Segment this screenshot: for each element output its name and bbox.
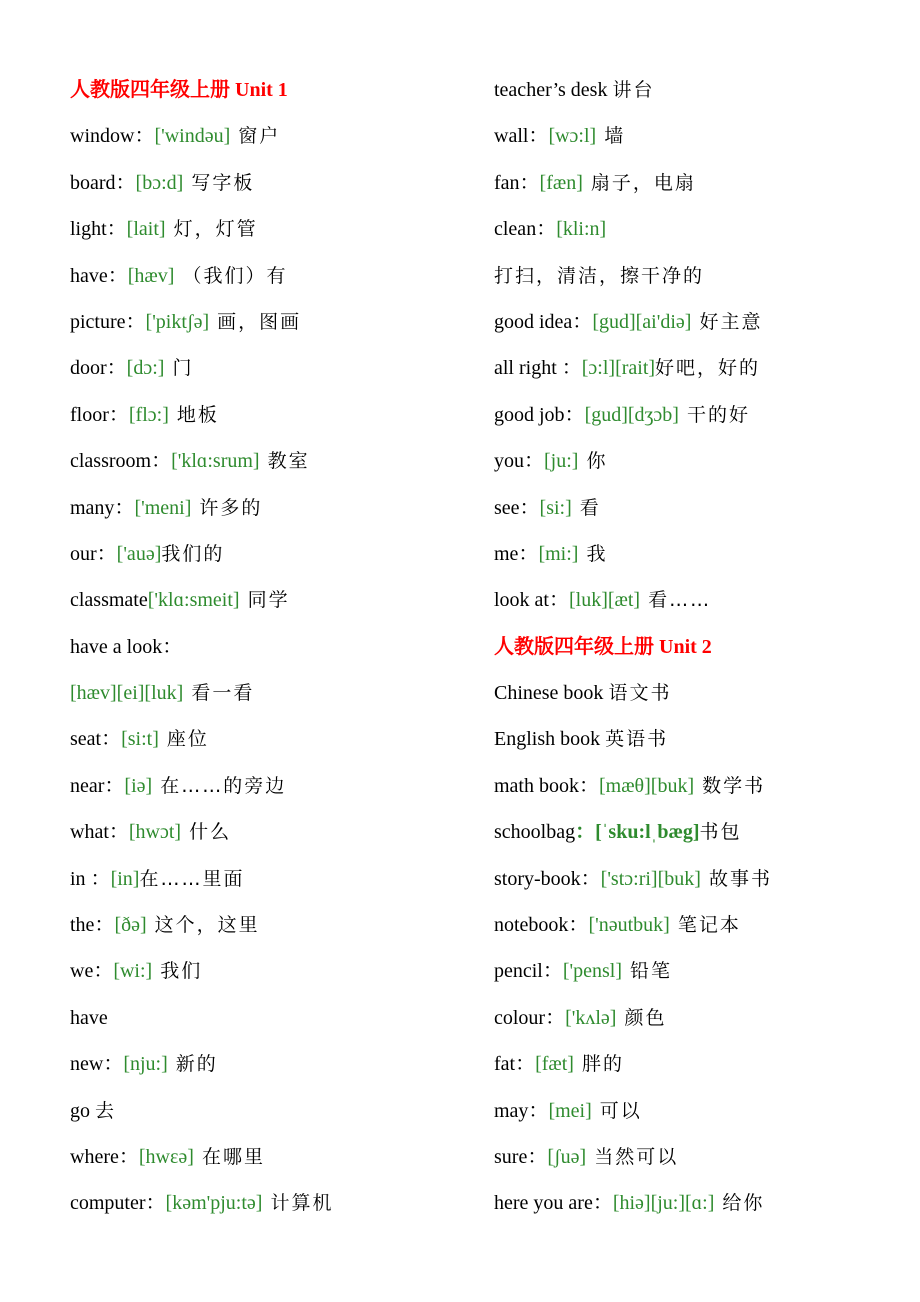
vocab-word: light： (70, 218, 127, 241)
vocab-entry (494, 951, 894, 997)
vocab-phonetic: [kəm'pju:tə] (165, 1192, 263, 1215)
vocab-entry (494, 673, 894, 719)
vocab-meaning: 铅笔 (622, 960, 673, 983)
vocab-word: go (70, 1099, 95, 1122)
vocab-phonetic: [si:t] (121, 728, 159, 751)
vocab-phonetic: [ɔ:l][rait] (581, 357, 656, 380)
vocab-meaning: 颜色 (616, 1006, 667, 1029)
vocab-meaning: 干的好 (678, 403, 751, 426)
vocab-meaning: 看…… (640, 589, 712, 612)
vocab-meaning: 新的 (167, 1053, 218, 1076)
vocab-phonetic: ['auə] (116, 542, 162, 565)
vocab-word: teacher’s desk (494, 79, 613, 101)
vocab-entry (70, 905, 470, 951)
vocab-phonetic: ：[ˈsku:lˌbæg] (575, 821, 700, 844)
vocab-word: you： (494, 450, 544, 473)
vocab-phonetic: [gud][dʒɔb] (584, 403, 679, 426)
vocab-entry (494, 395, 894, 441)
vocab-phonetic: [gud][ai'diə] (592, 310, 692, 333)
vocab-word: fat： (494, 1053, 536, 1076)
vocab-entry (70, 488, 470, 534)
vocab-entry (70, 998, 470, 1044)
vocab-word: notebook： (494, 914, 589, 937)
vocab-word: have a look： (70, 635, 183, 658)
vocab-phonetic: [hwɛə] (138, 1145, 194, 1168)
right-column (494, 70, 894, 1230)
vocab-entry (70, 859, 470, 905)
vocab-entry (70, 348, 470, 394)
vocab-entry (494, 1091, 894, 1137)
vocab-meaning: 窗户 (230, 125, 281, 148)
vocab-phonetic: [fæn] (539, 171, 583, 194)
vocab-phonetic: [lait] (126, 218, 166, 241)
vocab-phonetic: ['nəutbuk] (588, 914, 670, 937)
vocab-entry (70, 1183, 470, 1229)
vocab-meaning: 看 (571, 496, 601, 519)
vocab-entry (70, 1091, 470, 1137)
vocab-phonetic: ['stɔ:ri][buk] (600, 867, 701, 890)
vocab-phonetic: ['pensl] (562, 960, 623, 983)
vocab-entry (494, 812, 894, 858)
vocab-meaning: 扇子，电扇 (582, 171, 696, 194)
vocab-word: we： (70, 960, 114, 983)
vocab-meaning: （我们）有 (174, 264, 288, 287)
vocab-meaning: 座位 (158, 728, 209, 751)
vocab-word: what： (70, 821, 129, 844)
vocab-entry (494, 302, 894, 348)
vocab-entry (494, 1137, 894, 1183)
vocab-word: our： (70, 542, 117, 565)
vocab-entry (494, 1183, 894, 1229)
vocab-phonetic: [ʃuə] (547, 1145, 587, 1168)
vocab-phonetic: [mi:] (538, 542, 579, 565)
vocab-meaning: 去 (95, 1099, 117, 1122)
vocab-entry (70, 209, 470, 255)
vocab-word: board： (70, 171, 136, 194)
vocab-word: all right ： (494, 357, 582, 380)
vocab-meaning: 计算机 (262, 1192, 334, 1215)
vocab-phonetic: [ju:] (544, 450, 579, 473)
unit-heading-text: 人教版四年级上册 Unit 2 (494, 635, 712, 658)
unit-heading (70, 70, 470, 116)
vocab-meaning: 好吧，好的 (655, 357, 761, 380)
vocab-meaning: 地板 (168, 403, 219, 426)
vocab-word: wall： (494, 125, 549, 148)
vocab-phonetic: ['piktʃə] (145, 310, 210, 333)
vocab-meaning: 你 (578, 450, 608, 473)
vocab-meaning: 在……的旁边 (152, 774, 287, 797)
vocab-word: here you are： (494, 1192, 613, 1215)
vocab-word: seat： (70, 728, 122, 751)
vocab-entry (70, 580, 470, 626)
vocab-meaning: 语文书 (608, 682, 672, 705)
vocab-entry (494, 488, 894, 534)
vocab-meaning: 我们 (152, 960, 203, 983)
vocab-phonetic: [iə] (124, 774, 153, 797)
vocab-entry (70, 766, 470, 812)
vocab-entry (494, 441, 894, 487)
vocab-word: colour： (494, 1006, 566, 1029)
vocab-entry (70, 302, 470, 348)
vocab-meaning: 笔记本 (669, 914, 741, 937)
vocab-word: schoolbag (494, 821, 576, 844)
vocab-meaning: 许多的 (191, 496, 263, 519)
vocab-meaning: 在哪里 (193, 1145, 265, 1168)
vocab-entry (494, 905, 894, 951)
vocab-meaning: 墙 (596, 125, 626, 148)
vocab-phonetic: [hiə][ju:][ɑ:] (612, 1192, 715, 1215)
vocab-entry (494, 534, 894, 580)
vocab-phonetic: [bɔ:d] (135, 171, 184, 194)
vocab-entry (70, 116, 470, 162)
vocab-phonetic: [in] (110, 867, 140, 890)
vocab-word: see： (494, 496, 540, 519)
vocab-entry (494, 209, 894, 255)
vocab-phonetic: [wɔ:l] (548, 125, 597, 148)
vocab-word: fan： (494, 171, 540, 194)
vocab-word: computer： (70, 1192, 166, 1215)
vocab-meaning: 可以 (591, 1099, 642, 1122)
vocab-word: have： (70, 264, 128, 287)
vocab-word: have (70, 1006, 108, 1029)
vocab-entry (70, 812, 470, 858)
vocab-word: may： (494, 1099, 549, 1122)
vocab-entry (494, 719, 894, 765)
vocab-word: many： (70, 496, 135, 519)
vocab-entry (70, 163, 470, 209)
vocab-meaning: 这个，这里 (146, 914, 260, 937)
vocab-word: near： (70, 774, 125, 797)
vocab-entry (494, 766, 894, 812)
vocab-phonetic: [hæv][ei][luk] (70, 682, 184, 705)
vocab-meaning: 给你 (714, 1192, 765, 1215)
vocab-word: story-book： (494, 867, 601, 890)
vocab-word: Chinese book (494, 682, 609, 705)
vocab-phonetic: ['klɑ:smeit] (147, 589, 240, 612)
vocab-word: window： (70, 125, 155, 148)
vocab-word: classroom： (70, 450, 172, 473)
vocab-meaning: 在……里面 (139, 867, 245, 890)
vocab-word: English book (494, 728, 606, 751)
vocab-entry (494, 163, 894, 209)
vocab-entry (70, 673, 470, 719)
vocab-meaning: 什么 (181, 821, 232, 844)
vocab-meaning: 我们的 (161, 542, 225, 565)
vocab-entry (494, 256, 894, 302)
vocab-word: sure： (494, 1145, 548, 1168)
vocab-entry (494, 998, 894, 1044)
vocab-phonetic: [dɔ:] (126, 357, 165, 380)
vocab-phonetic: ['windəu] (154, 125, 231, 148)
vocab-word: pencil： (494, 960, 563, 983)
vocab-phonetic: [kli:n] (556, 218, 607, 241)
vocab-phonetic: [mæθ][buk] (599, 774, 695, 797)
vocab-meaning: 讲台 (612, 79, 655, 101)
vocab-word: math book： (494, 774, 599, 797)
vocab-phonetic: [fæt] (535, 1053, 574, 1076)
vocab-meaning: 同学 (239, 589, 290, 612)
vocab-meaning: 画，图画 (209, 310, 302, 333)
vocab-word: look at： (494, 589, 569, 612)
vocab-phonetic: [mei] (548, 1099, 592, 1122)
vocab-word: new： (70, 1053, 124, 1076)
unit-heading (494, 627, 894, 673)
vocab-word: where： (70, 1145, 139, 1168)
vocab-entry (70, 1044, 470, 1090)
vocab-meaning: 当然可以 (586, 1145, 679, 1168)
vocab-word: clean： (494, 218, 557, 241)
vocab-entry (70, 1137, 470, 1183)
vocab-word: floor： (70, 403, 129, 426)
vocab-meaning: 我 (578, 542, 608, 565)
vocab-meaning: 故事书 (700, 867, 772, 890)
vocab-meaning: 英语书 (605, 728, 669, 751)
vocab-word: me： (494, 542, 539, 565)
vocab-entry (70, 951, 470, 997)
vocab-entry (494, 70, 894, 116)
vocab-entry (494, 859, 894, 905)
vocab-entry (70, 719, 470, 765)
vocab-word: good idea： (494, 310, 593, 333)
vocab-entry (70, 534, 470, 580)
vocab-word: classmate (70, 589, 148, 612)
vocab-meaning: 门 (164, 357, 194, 380)
vocab-meaning: 书包 (699, 821, 742, 844)
vocab-meaning: 教室 (259, 450, 310, 473)
vocab-word: the： (70, 914, 115, 937)
vocab-phonetic: [hæv] (127, 264, 175, 287)
vocab-entry (70, 256, 470, 302)
vocab-phonetic: [ðə] (114, 914, 147, 937)
vocab-phonetic: ['kʌlə] (565, 1006, 617, 1029)
vocab-word: door： (70, 357, 127, 380)
vocab-meaning: 灯，灯管 (165, 218, 258, 241)
vocab-word: picture： (70, 310, 146, 333)
vocab-phonetic: [luk][æt] (569, 589, 641, 612)
vocab-meaning: 打扫，清洁，擦干净的 (494, 264, 705, 287)
vocab-entry (494, 116, 894, 162)
vocab-meaning: 胖的 (573, 1053, 625, 1076)
vocab-phonetic: [flɔ:] (128, 403, 169, 426)
vocab-entry (494, 580, 894, 626)
vocab-phonetic: [wi:] (113, 960, 153, 983)
vocab-word: good job： (494, 403, 585, 426)
vocab-phonetic: [hwɔt] (128, 821, 182, 844)
vocab-meaning: 看一看 (183, 682, 255, 705)
vocab-entry (70, 395, 470, 441)
vocab-meaning: 好主意 (691, 310, 763, 333)
vocab-phonetic: [nju:] (123, 1053, 168, 1076)
vocab-phonetic: [si:] (539, 496, 572, 519)
vocab-entry (70, 627, 470, 673)
vocab-meaning: 数学书 (694, 774, 766, 797)
vocab-word: in ： (70, 867, 111, 890)
vocab-phonetic: ['klɑ:srum] (171, 450, 260, 473)
vocab-entry (70, 441, 470, 487)
vocab-phonetic: ['meni] (134, 496, 192, 519)
unit-heading-text: 人教版四年级上册 Unit 1 (70, 79, 288, 101)
vocab-entry (494, 1044, 894, 1090)
vocab-meaning: 写字板 (183, 171, 255, 194)
left-column (70, 70, 470, 1230)
vocab-entry (494, 348, 894, 394)
